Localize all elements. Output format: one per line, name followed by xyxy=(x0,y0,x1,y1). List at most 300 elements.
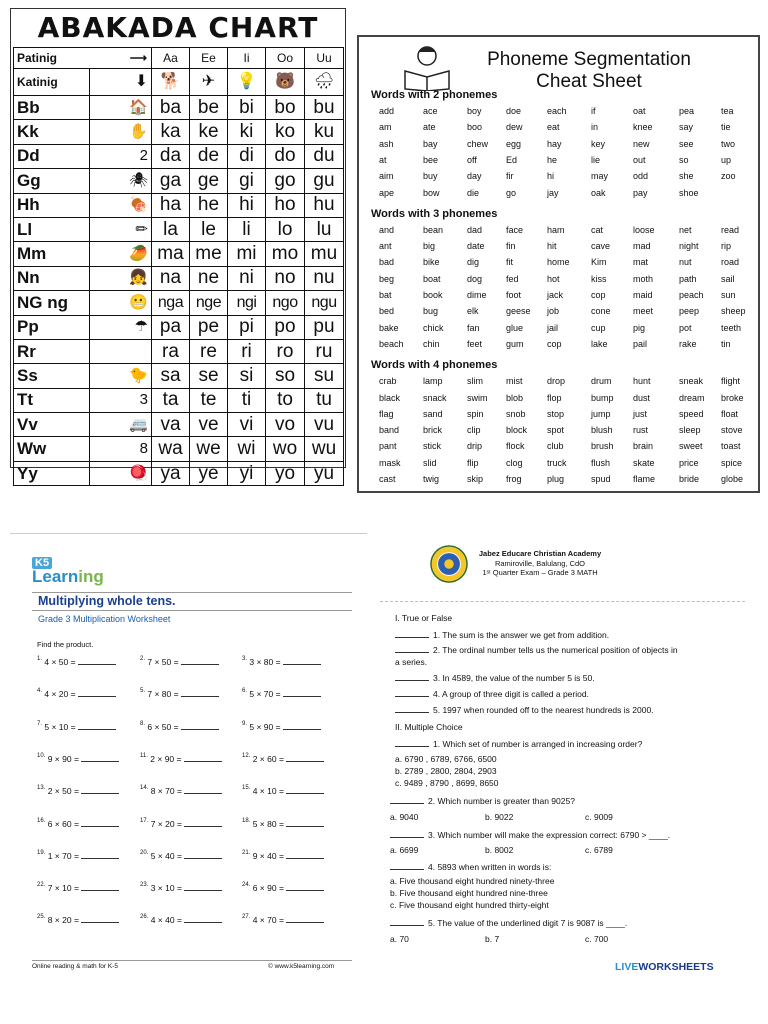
answer-blank[interactable] xyxy=(286,753,324,762)
phoneme-word: kiss xyxy=(591,273,607,284)
phoneme-word: pea xyxy=(679,106,695,116)
problem xyxy=(140,882,222,893)
phoneme-word: ash xyxy=(379,138,394,149)
syllable-cell: ta xyxy=(152,388,190,412)
problem-number: 26. xyxy=(140,914,149,921)
abakada-row xyxy=(14,193,344,217)
problem xyxy=(37,753,119,764)
problem-number: 21. xyxy=(242,849,251,856)
answer-blank[interactable] xyxy=(184,818,222,827)
phoneme-word: chick xyxy=(423,322,444,333)
syllable-cell: li xyxy=(228,217,266,241)
answer-blank[interactable] xyxy=(395,738,429,747)
mango-icon: 🥭 xyxy=(90,242,152,266)
footer-right: © www.k5learning.com xyxy=(268,963,335,970)
exam-text: b. 8002 xyxy=(485,845,514,855)
consonant-label: Ll xyxy=(14,217,90,241)
syllable-cell: lo xyxy=(266,217,305,241)
syllable-cell: na xyxy=(152,266,190,290)
phoneme-word: sneak xyxy=(679,376,704,387)
answer-blank[interactable] xyxy=(286,882,324,891)
phoneme-word: road xyxy=(721,257,740,268)
exam-line xyxy=(390,812,418,822)
answer-blank[interactable] xyxy=(78,688,116,697)
syllable-cell: ki xyxy=(228,120,266,144)
problem xyxy=(242,818,324,829)
problem xyxy=(140,688,219,699)
answer-blank[interactable] xyxy=(390,829,424,838)
answer-blank[interactable] xyxy=(184,882,222,891)
syllable-cell: ma xyxy=(152,242,190,266)
phoneme-word: fan xyxy=(467,322,480,333)
syllable-cell: de xyxy=(190,144,228,168)
syllable-cell: nge xyxy=(190,291,228,315)
syllable-cell: wi xyxy=(228,437,266,461)
problem-number: 27. xyxy=(242,914,251,921)
problem-expression: 3 × 10 = xyxy=(150,883,182,894)
phoneme-word: jay xyxy=(547,187,559,198)
phoneme-word: add xyxy=(379,106,395,116)
phoneme-word: ate xyxy=(423,122,436,133)
abakada-row xyxy=(14,169,344,193)
exam-text: 3. In 4589, the value of the number 5 is 50. xyxy=(433,673,595,683)
instruction: Find the product. xyxy=(37,640,94,649)
phoneme-word: clog xyxy=(506,457,523,468)
answer-blank[interactable] xyxy=(395,644,429,653)
syllable-cell: sa xyxy=(152,364,190,388)
problem xyxy=(242,656,321,667)
syllable-cell: ya xyxy=(152,461,190,485)
problem-number: 15. xyxy=(242,785,251,792)
consonant-label: Tt xyxy=(14,388,90,412)
syllable-cell: po xyxy=(266,315,305,339)
syllable-cell: da xyxy=(152,144,190,168)
phoneme-word: lake xyxy=(591,338,608,349)
phoneme-word: in xyxy=(591,122,599,133)
phoneme-word: dew xyxy=(506,122,523,133)
exam-title: 1ˢᵗ Quarter Exam – Grade 3 MATH xyxy=(482,568,598,577)
syllable-cell: be xyxy=(190,96,228,120)
problem xyxy=(140,656,219,667)
exam-text: a. 9040 xyxy=(390,812,419,822)
problem-expression: 4 × 10 = xyxy=(252,786,284,797)
syllable-cell: ye xyxy=(190,461,228,485)
worksheet-subtitle: Grade 3 Multiplication Worksheet xyxy=(38,614,171,624)
phoneme-word: dream xyxy=(679,392,705,403)
problem-number: 10. xyxy=(37,752,46,759)
phoneme-word: beg xyxy=(379,273,395,284)
phoneme-word: Kim xyxy=(591,257,607,268)
phoneme-word: blob xyxy=(506,392,524,403)
exam-text: c. 6789 xyxy=(585,845,613,855)
phoneme-word: slid xyxy=(423,457,437,468)
answer-blank[interactable] xyxy=(286,850,324,859)
answer-blank[interactable] xyxy=(81,753,119,762)
syllable-cell: ni xyxy=(228,266,266,290)
answer-blank[interactable] xyxy=(78,721,116,730)
problem-number: 4. xyxy=(37,688,43,695)
phoneme-word: may xyxy=(591,171,609,182)
phoneme-word: blush xyxy=(591,425,613,436)
phoneme-word: face xyxy=(506,224,524,235)
phoneme-word: brush xyxy=(591,441,614,452)
exam-line xyxy=(390,876,554,886)
problem-expression: 3 × 80 = xyxy=(249,657,281,667)
phoneme-word: flush xyxy=(591,457,611,468)
problem-expression: 7 × 10 = xyxy=(47,883,79,894)
icon-cell xyxy=(90,339,152,363)
phoneme-word: rust xyxy=(633,425,649,436)
phoneme-word: spin xyxy=(467,408,484,419)
problem xyxy=(37,818,119,829)
abakada-row xyxy=(14,242,344,266)
worksheet-title: Multiplying whole tens. xyxy=(38,594,176,608)
phoneme-word: moth xyxy=(633,273,654,284)
syllable-cell: vo xyxy=(266,413,305,437)
phoneme-word: flight xyxy=(721,376,741,387)
answer-blank[interactable] xyxy=(395,704,429,713)
answer-blank[interactable] xyxy=(283,688,321,697)
phoneme-word: ham xyxy=(547,224,565,235)
phoneme-word: dad xyxy=(467,224,483,235)
exam-line xyxy=(485,934,499,944)
answer-blank[interactable] xyxy=(390,917,424,926)
syllable-cell: ru xyxy=(305,339,344,363)
logo-learn: Learn xyxy=(32,567,79,586)
syllable-cell: pi xyxy=(228,315,266,339)
phoneme-word: elk xyxy=(467,306,479,317)
syllable-cell: bo xyxy=(266,96,305,120)
phoneme-word: glue xyxy=(506,322,524,333)
airplane-icon: ✈ xyxy=(190,69,228,96)
phoneme-word: teeth xyxy=(721,322,742,333)
phoneme-word: spot xyxy=(547,425,565,436)
phoneme-cheat-sheet xyxy=(357,35,760,493)
answer-blank[interactable] xyxy=(184,785,222,794)
exam-header xyxy=(475,549,605,578)
phoneme-word: pay xyxy=(633,187,648,198)
phoneme-word: cave xyxy=(591,241,611,252)
phoneme-word: brain xyxy=(633,441,654,452)
answer-blank[interactable] xyxy=(286,785,324,794)
logo-ing: ing xyxy=(78,567,104,586)
syllable-cell: di xyxy=(228,144,266,168)
phoneme-word: peep xyxy=(679,306,700,317)
syllable-cell: go xyxy=(266,169,305,193)
phoneme-word: path xyxy=(679,273,697,284)
vowel-header: Ee xyxy=(190,48,228,69)
syllable-cell: pa xyxy=(152,315,190,339)
phoneme-word: out xyxy=(633,154,646,165)
number-3: 3 xyxy=(90,388,152,412)
exam-text: 5. 1997 when rounded off to the nearest hundreds is 2000. xyxy=(433,705,654,715)
phoneme-word: hay xyxy=(547,138,562,149)
exam-line xyxy=(585,845,613,855)
abakada-row xyxy=(14,339,344,363)
exam-text: a. 70 xyxy=(390,934,409,944)
problem-number: 20. xyxy=(140,849,149,856)
phoneme-word: stick xyxy=(423,441,441,452)
phoneme-word: egg xyxy=(506,138,522,149)
answer-blank[interactable] xyxy=(286,914,324,923)
problem xyxy=(37,850,119,861)
phoneme-word: net xyxy=(679,224,692,235)
abakada-row xyxy=(14,461,344,485)
phoneme-word: loose xyxy=(633,224,655,235)
abakada-row xyxy=(14,315,344,339)
problem-expression: 8 × 70 = xyxy=(150,786,182,797)
answer-blank[interactable] xyxy=(81,914,119,923)
problem-expression: 2 × 60 = xyxy=(252,753,284,764)
answer-blank[interactable] xyxy=(181,656,219,665)
abakada-chart xyxy=(10,8,346,484)
answer-blank[interactable] xyxy=(286,818,324,827)
exam-text: 2. The ordinal number tells us the numerical position of objects in xyxy=(433,645,678,655)
title-line-2: Cheat Sheet xyxy=(536,71,642,92)
syllable-cell: bu xyxy=(305,96,344,120)
syllable-cell: ge xyxy=(190,169,228,193)
phoneme-word: stove xyxy=(721,425,743,436)
syllable-cell: wo xyxy=(266,437,305,461)
problem xyxy=(140,785,222,796)
answer-blank[interactable] xyxy=(184,914,222,923)
phoneme-word: rake xyxy=(679,338,697,349)
problem-number: 6. xyxy=(242,688,248,695)
phoneme-word: zoo xyxy=(721,171,736,182)
phoneme-word: beach xyxy=(379,338,404,349)
phoneme-word: chin xyxy=(423,338,440,349)
problem-expression: 2 × 50 = xyxy=(47,786,79,797)
phoneme-word: drop xyxy=(547,376,566,387)
abakada-row xyxy=(14,120,344,144)
phoneme-word: dog xyxy=(467,273,483,284)
exam-text: c. 9489 , 8790 , 8699, 8650 xyxy=(395,778,499,788)
exam-text: b. 2789 , 2800, 2804, 2903 xyxy=(395,766,497,776)
exam-text: c. 700 xyxy=(585,934,609,944)
abakada-row xyxy=(14,266,344,290)
phoneme-word: geese xyxy=(506,306,531,317)
exam-line xyxy=(485,845,513,855)
phoneme-word: globe xyxy=(721,474,744,484)
syllable-cell: nga xyxy=(152,291,190,315)
phoneme-word: bow xyxy=(423,187,440,198)
exam-text: 4. A group of three digit is called a period. xyxy=(433,689,589,699)
problem-expression: 7 × 80 = xyxy=(147,689,179,700)
problem xyxy=(242,688,321,699)
syllable-cell: se xyxy=(190,364,228,388)
problem-number: 9. xyxy=(242,720,248,727)
phoneme-word: flock xyxy=(506,441,525,452)
answer-blank[interactable] xyxy=(184,753,222,762)
syllable-cell: ro xyxy=(266,339,305,363)
syllable-cell: yo xyxy=(266,461,305,485)
syllable-cell: ho xyxy=(266,193,305,217)
consonant-label: Hh xyxy=(14,193,90,217)
bear-icon: 🐻 xyxy=(266,69,305,96)
phoneme-word: sand xyxy=(423,408,443,419)
house-icon: 🏠 xyxy=(90,96,152,120)
answer-blank[interactable] xyxy=(395,629,429,638)
answer-blank[interactable] xyxy=(81,850,119,859)
phoneme-word: and xyxy=(379,224,395,235)
problem-number: 24. xyxy=(242,882,251,889)
answer-blank[interactable] xyxy=(181,688,219,697)
syllable-cell: ke xyxy=(190,120,228,144)
problem-expression: 6 × 60 = xyxy=(47,818,79,829)
phoneme-word: skip xyxy=(467,474,484,484)
phoneme-word: foot xyxy=(506,290,522,300)
problem-expression: 4 × 40 = xyxy=(150,915,182,926)
exam-line xyxy=(395,657,427,667)
section-heading: Words with 4 phonemes xyxy=(371,359,498,372)
phoneme-word: spice xyxy=(721,457,743,468)
phoneme-word: crab xyxy=(379,376,397,387)
problem-number: 1. xyxy=(37,656,43,662)
problem xyxy=(242,882,324,893)
phoneme-word: new xyxy=(633,138,650,149)
exam-text: I. True or False xyxy=(395,613,453,623)
phoneme-word: am xyxy=(379,122,392,133)
problem-expression: 7 × 50 = xyxy=(147,657,179,667)
pencil-icon: ✏ xyxy=(90,217,152,241)
syllable-cell: he xyxy=(190,193,228,217)
problem-number: 23. xyxy=(140,882,149,889)
syllable-cell: ha xyxy=(152,193,190,217)
phoneme-word: so xyxy=(679,154,689,165)
answer-blank[interactable] xyxy=(81,818,119,827)
phoneme-word: flip xyxy=(467,457,479,468)
umbrella-icon: ☂ xyxy=(90,315,152,339)
problem-number: 5. xyxy=(140,688,146,695)
phoneme-word: cone xyxy=(591,306,611,317)
phoneme-word: sleep xyxy=(679,425,701,436)
exam-line xyxy=(395,672,595,683)
exam-line xyxy=(390,917,627,928)
answer-blank[interactable] xyxy=(81,785,119,794)
phoneme-word: club xyxy=(547,441,564,452)
problem-expression: 9 × 40 = xyxy=(252,850,284,861)
lightbulb-icon: 💡 xyxy=(228,69,266,96)
phoneme-word: jack xyxy=(547,290,564,300)
phoneme-word: feet xyxy=(467,338,483,349)
exam-line xyxy=(585,934,608,944)
consonant-label: NG ng xyxy=(14,291,90,315)
abakada-row xyxy=(14,364,344,388)
problem xyxy=(37,785,119,796)
phoneme-word: tie xyxy=(721,122,731,133)
phoneme-word: day xyxy=(467,171,482,182)
answer-blank[interactable] xyxy=(78,656,116,665)
problem-expression: 4 × 20 = xyxy=(44,689,76,700)
abakada-title: ABAKADA CHART xyxy=(37,11,319,44)
phoneme-word: jump xyxy=(591,408,611,419)
syllable-cell: pe xyxy=(190,315,228,339)
phoneme-word: twig xyxy=(423,474,440,484)
exam-text: 1. The sum is the answer we get from addition. xyxy=(433,630,610,640)
answer-blank[interactable] xyxy=(395,672,429,681)
exam-text: c. Five thousand eight hundred thirty-eight xyxy=(390,900,549,910)
phoneme-word: doe xyxy=(506,106,522,116)
problem-expression: 5 × 70 = xyxy=(249,689,281,700)
school-name: Jabez Educare Christian Academy xyxy=(478,549,602,558)
syllable-cell: ngi xyxy=(228,291,266,315)
problem xyxy=(140,753,222,764)
syllable-cell: ba xyxy=(152,96,190,120)
syllable-cell: mi xyxy=(228,242,266,266)
syllable-cell: ga xyxy=(152,169,190,193)
syllable-cell: te xyxy=(190,388,228,412)
syllable-cell: gu xyxy=(305,169,344,193)
divider xyxy=(32,610,352,611)
phoneme-word: frog xyxy=(506,474,522,484)
number-2: 2 xyxy=(90,144,152,168)
syllable-cell: ku xyxy=(305,120,344,144)
problem-number: 7. xyxy=(37,720,43,727)
answer-blank[interactable] xyxy=(283,656,321,665)
phoneme-word: two xyxy=(721,138,736,149)
syllable-cell: vu xyxy=(305,413,344,437)
problem xyxy=(37,688,116,699)
answer-blank[interactable] xyxy=(283,721,321,730)
phoneme-word: fit xyxy=(506,257,514,268)
phoneme-word: fin xyxy=(506,241,516,252)
van-icon: 🚐 xyxy=(90,413,152,437)
phoneme-word: die xyxy=(467,187,480,198)
exam-line xyxy=(395,704,654,715)
arrow-down-icon: ⬇ xyxy=(90,69,152,96)
problem-number: 25. xyxy=(37,914,46,921)
phoneme-word: float xyxy=(721,408,739,419)
exam-line xyxy=(485,812,513,822)
syllable-cell: ra xyxy=(152,339,190,363)
syllable-cell: wa xyxy=(152,437,190,461)
syllable-cell: pu xyxy=(305,315,344,339)
phoneme-word: bake xyxy=(379,322,399,333)
phoneme-word: tin xyxy=(721,338,731,349)
syllable-cell: ngu xyxy=(305,291,344,315)
phoneme-word: fed xyxy=(506,273,519,284)
answer-blank[interactable] xyxy=(390,861,424,870)
problem xyxy=(140,818,222,829)
phoneme-word: say xyxy=(679,122,694,133)
syllable-cell: vi xyxy=(228,413,266,437)
answer-blank[interactable] xyxy=(184,850,222,859)
phoneme-word: drip xyxy=(467,441,483,452)
phoneme-word: sun xyxy=(721,290,736,300)
phoneme-word: ace xyxy=(423,106,438,116)
problem-expression: 5 × 10 = xyxy=(44,721,76,732)
k5-multiplication-worksheet xyxy=(10,533,367,980)
answer-blank[interactable] xyxy=(181,721,219,730)
exam-text: b. 9022 xyxy=(485,812,514,822)
answer-blank[interactable] xyxy=(81,882,119,891)
phoneme-word: rip xyxy=(721,241,732,252)
syllable-cell: no xyxy=(266,266,305,290)
problem-number: 18. xyxy=(242,817,251,824)
answer-blank[interactable] xyxy=(390,795,424,804)
phoneme-word: band xyxy=(379,425,400,436)
phoneme-word: bug xyxy=(423,306,439,317)
phoneme-word: jail xyxy=(547,322,559,333)
answer-blank[interactable] xyxy=(395,688,429,697)
phoneme-word: cop xyxy=(591,290,606,300)
syllable-cell: do xyxy=(266,144,305,168)
exam-line xyxy=(395,766,497,776)
katinig-label: Katinig xyxy=(14,69,90,96)
consonant-label: Rr xyxy=(14,339,90,363)
problem-number: 19. xyxy=(37,849,46,856)
exam-text: a. Five thousand eight hundred ninety-three xyxy=(390,876,555,886)
